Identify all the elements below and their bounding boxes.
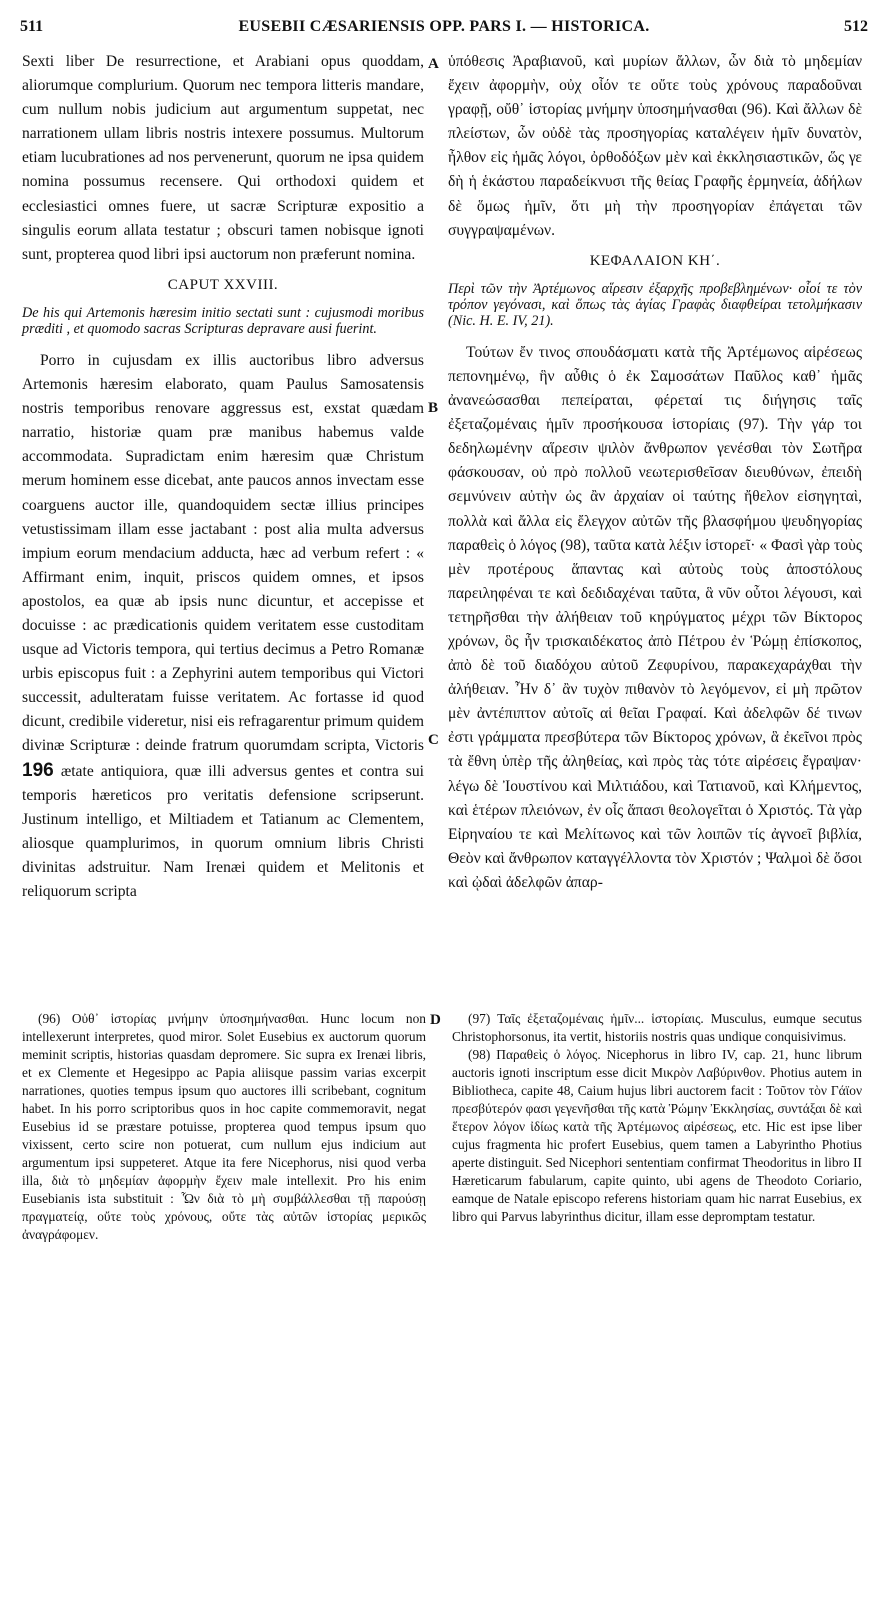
footnote-97: (97) Ταῖς ἐξεταζομέναις ἡμῖν... ἱστορίαις. Musculus, eumque secutus Christophorsonus, ita vertit, historiis nostris quas undique conquisivimus. xyxy=(452,1011,862,1044)
greek-paragraph-2: Τούτων ἔν τινος σπουδάσματι κατὰ τῆς Ἀρτέμωνος αἱρέσεως πεπονημένῳ, ἣν αὖθις ὁ ἐκ Σαμοσάτων Παῦλος καθ᾽ ἡμᾶς ἀνανεώσασθαι πεπείραται, φέρεταί τις διήγησις ταῖς ἐξεταζομέναις ἡμῖν προσήκουσα ἱστορίαις (97). Τὴν γάρ τοι δεδηλωμένην αἵρεσιν ψιλὸν ἄνθρωπον γενέσθαι τὸν Σωτῆρα φάσκουσαν, οὐ πρὸ πολλοῦ νεωτερισθεῖσαν διευθύνων, ἐπειδὴ σεμνύνειν αὐτὴν ὡς ἂν ἀρχαίαν οἱ ταύτης ἤθελον εἰσηγηταὶ, πολλὰ καὶ ἄλλα εἰς ἔλεγχον αὐτῶν τῆς βλασφήμου ψευδηγορίας παραθεὶς ὁ λόγος (98), ταῦτα κατὰ λέξιν ἱστορεῖ· « Φασὶ γὰρ τοὺς μὲν προτέρους ἅπαντας καὶ αὐτοὺς τοὺς ἀποστόλους παρειληφέναι τε καὶ δεδιδαχέναι ταῦτα, ἃ νῦν οὗτοι λέγουσι, καὶ τετηρῆσθαι τὴν ἀλήθειαν τοῦ κηρύγματος μέχρι τῶν Βίκτορος χρόνων, ὃς ἦν τρισκαιδέκατος ἀπὸ Πέτρου ἐν Ῥώμῃ ἐπίσκοπος, ἀπὸ δὲ τοῦ διαδόχου αὐτοῦ Ζεφυρίνου, παρακεχαράχθαι τὴν ἀλήθειαν. Ἦν δ᾽ ἂν τυχὸν πιθανὸν τὸ λεγόμενον, εἰ μὴ πρῶτον μὲν ἀντέπιπτον αὐτοῖς αἱ θεῖαι Γραφαί. Καὶ ἀδελφῶν δέ τινων ἐστι γράμματα πρεσβύτερα τῶν Βίκτορος χρόνων, ἃ ἐκεῖνοι πρὸς τὰ ἔθνη ὑπὲρ τῆς ἀληθείας, καὶ πρὸς τὰς τότε αἱρέσεις ἔγραψαν· λέγω δὲ Ἰουστίνου καὶ Μιλτιάδου, καὶ Τατιανοῦ, καὶ Κλήμεντος, καὶ ἑτέρων πλειόνων, ἐν οἷς ἅπασι θεολογεῖται ὁ Χριστός. Τὰ γὰρ Εἰρηναίου τε καὶ Μελίτωνος καὶ τῶν λοιπῶν τίς ἀγνοεῖ βιβλία, Θεὸν καὶ ἄνθρωπον καταγγέλλοντα τὸν Χριστόν ; Ψαλμοὶ δὲ ὅσοι καὶ ᾠδαὶ ἀδελφῶν ἀπαρ- xyxy=(448,343,862,891)
latin-paragraph-2 xyxy=(22,349,424,904)
latin-chapter-heading: CAPUT XXVIII. xyxy=(167,276,279,293)
latin-paragraph-2-part-b: ætate antiquiora, quæ illi adversus gentes et contra sui temporis hæreticos pro veritatis defensione scripserunt. Justinum intelligo, et Miltiadem et Tatianum ac Clementem, aliosque quamplurimos, in quorum omnium libris Christi divinitas adstruitur. Nam Irenæi quidem et Melitonis et reliquorum scripta xyxy=(22,762,424,900)
greek-column xyxy=(448,50,862,895)
margin-marker-b: B xyxy=(428,400,439,416)
footnote-96: (96) Οὐθ᾽ ἱστορίας μνήμην ὑποσημήνασθαι. Hunc locum non intellexerunt interpretes, quod miror. Solet Eusebius ex auctorum quorum meminit scriptis, historias quasdam depromere. Sic supra ex Irenæi libris, et ex Clemente et Hegesippo ac Papia aliisque passim varias excerpit narrationes, quoties tempus ipsum quo auctores illi scribebant, cognitum habet. In his porro scriptoribus quos in hoc capite commemoravit, negat Eusebius id se præstare potuisse, propterea quod tempus ipsum quo vixissent, certo scire non potuerat, cum nullum ejus indicium aut argumentum ipsi suppeteret. Atque ita fere Nicephorus, nisi quod verba illa, διὰ τὸ μηδεμίαν ἀφορμὴν ἔχειν male intellexit. Pro his enim Eusebianis ista substituit : Ὧν διὰ τὸ μὴ συμβάλλεσθαι τῇ παρούσῃ πραγματείᾳ, οὔτε τοὺς χρόνους, οὔτε τὰς αὐτῶν ἱστορίας μερικῶς ἀναγράφομεν. xyxy=(22,1011,426,1242)
margin-marker-a: A xyxy=(428,56,439,72)
latin-paragraph-1: Sexti liber De resurrectione, et Arabiani opus quoddam, aliorumque complurium. Quorum nec tempora litteris mandare, cum nullum nobis judicium aut argumentum suppetat, nec narrationem ullam libris nostris intexere possumus. Multorum etiam lucubrationes ad nos pervenerunt, quorum ne ipsa quidem nomina possumus recensere. Qui orthodoxi quidem et ecclesiastici omnes fuere, ut sacræ Scripturæ expositio a singulis eorum allata testatur ; obscuri tamen nobisque ignoti sunt, propterea quod libri ipsi auctorum non præferunt nomina. xyxy=(22,53,424,263)
greek-chapter-heading: ΚΕΦΑΛΑΙΟΝ ΚΗ΄. xyxy=(589,252,721,269)
latin-paragraph-2-part-a: Porro in cujusdam ex illis auctoribus libro adversus Artemonis hæresim elaborato, quam Paulus Samosatensis nostris temporibus renovare aggressus est, exstat quædam narratio, historiæ quam præ manibus habemus valde accommodata. Supradictam enim hæresim quæ Christum merum hominem esse dicebat, ante paucos annos invectam esse coarguens auctor ille, quandoquidem sectæ illius principes vetustissimam illam esse jactabant : post alia multa adversus impium eorum mendacium adducta, hæc ad verbum refert : « Affirmant enim, inquit, priscos quidem omnes, et ipsos apostolos, ea quæ ab ipsis nunc dicuntur, et accepisse et docuisse : ac prædicationis quidem veritatem esse custoditam usque ad Victoris tempora, qui tertius decimus a Petro Romanæ urbis episcopus fuit : a Zephyrini autem temporibus qui Victori successit, adulteratam fuisse veritatem. Ac fortasse id quod dicunt, credibile videretur, nisi eis refragarentur primum quidem divinæ Scripturæ : deinde fratrum quorumdam scripta, Victoris xyxy=(22,351,424,755)
page-number-right: 512 xyxy=(844,18,868,35)
greek-paragraph-1: ὑπόθεσις Ἀραβιανοῦ, καὶ μυρίων ἄλλων, ὧν διὰ τὸ μηδεμίαν ἔχειν ἀφορμὴν, οὐχ οἷόν τε οὔτε τοὺς χρόνους παραδοῦναι γραφῇ, οὔθ᾽ ἱστορίας μνήμην ὑποσημήνασθαι (96). Καὶ ἄλλων δὲ πλείστων, ὧν οὐδὲ τὰς προσηγορίας καταλέγειν ἡμῖν δυνατὸν, ἦλθον εἰς ἡμᾶς λόγοι, ὀρθοδόξων μὲν καὶ ἐκκλησιαστικῶν, ὥς γε δὴ ἡ ἑκάστου παραδείκνυσι τῆς θείας Γραφῆς ἑρμηνεία, ἀδήλων δὲ ὅμως ἡμῖν, ὅτι μὴ τὴν προσηγορίαν ἐπάγεται τῶν συγγραψαμένων. xyxy=(448,53,862,239)
latin-column xyxy=(22,50,424,904)
running-title: EUSEBII CÆSARIENSIS OPP. PARS I. — HISTORICA. xyxy=(238,18,650,35)
page-reference-number: 196 xyxy=(22,759,54,781)
footnotes-right xyxy=(452,1010,862,1226)
greek-chapter-summary: Περὶ τῶν τὴν Ἀρτέμωνος αἵρεσιν ἐξαρχῆς προβεβλημένων· οἷοί τε τὸν τρόπον γεγόνασι, καὶ ὅπως τὰς ἁγίας Γραφὰς διαφθείραι τετολμήκασιν (Nic. H. E. IV, 21). xyxy=(448,280,862,329)
footnote-98: (98) Παραθεὶς ὁ λόγος. Nicephorus in libro IV, cap. 21, hunc librum auctoris ignoti inscriptum esse dicit Μικρὸν Λαβύρινθον. Photius autem in Bibliotheca, capite 48, Caium hujus libri auctorem facit : Τοῦτον τὸν Γάϊον πρεσβύτερόν φασι γεγενῆσθαι τῆς κατὰ Ῥώμην Ἐκκλησίας, συντάξαι δὲ καὶ ἕτερον λόγον ἰδίως κατὰ τῆς Ἀρτέμωνος αἱρέσεως, etc. Hic est ipse liber cujus fragmenta hic profert Eusebius, quem tamen a Labyrintho Photius aperte distinguit. Sed Nicephori sententiam confirmat Theodoritus in libro II Hæreticarum fabularum, capite quinto, ubi agens de Theodoto Coriario, eamque de Natale episcopo referens historiam quam hic narrat Eusebius, ex libro qui Parvus labyrinthus dicitur, illam esse depromptam testatur. xyxy=(452,1047,862,1224)
margin-marker-d: D xyxy=(430,1012,441,1028)
latin-chapter-summary: De his qui Artemonis hæresim initio sectati sunt : cujusmodi moribus præditi , et quomodo sacras Scripturas depravare ausi fuerint. xyxy=(22,304,424,337)
margin-marker-c: C xyxy=(428,732,439,748)
running-header xyxy=(20,18,868,42)
page-number-left: 511 xyxy=(20,18,44,35)
footnotes-left xyxy=(22,1010,426,1244)
